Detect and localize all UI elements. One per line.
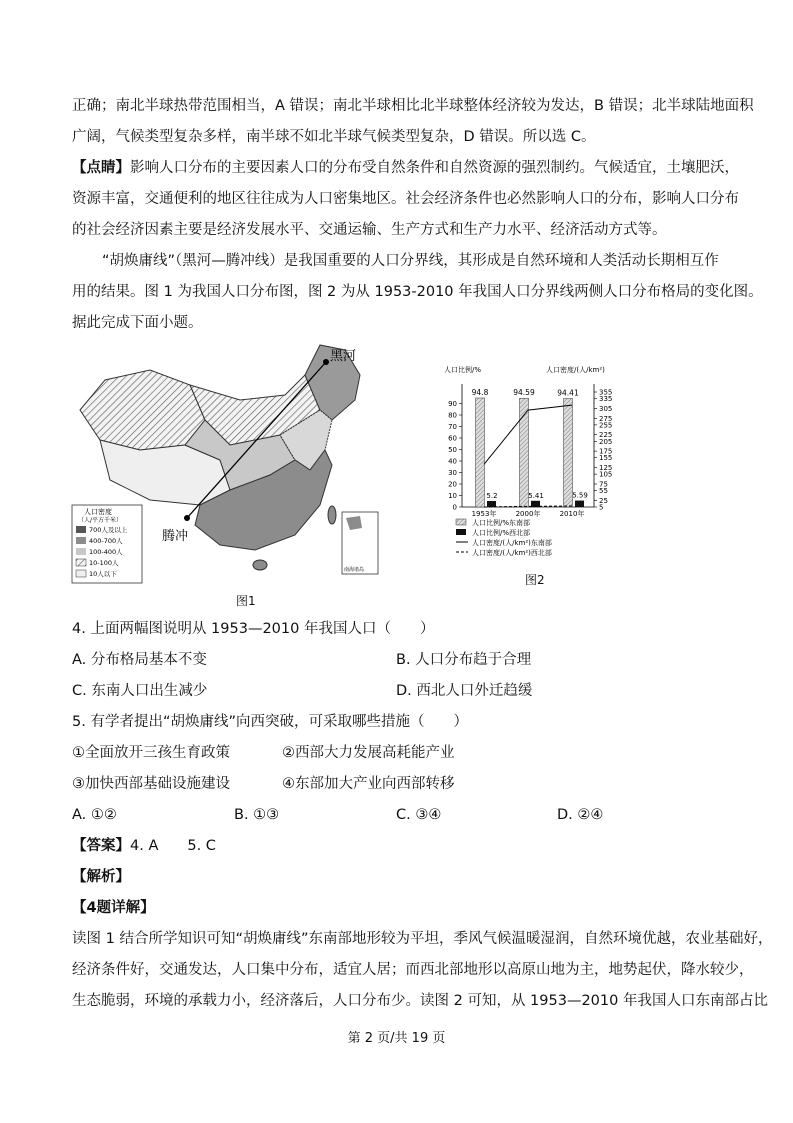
heihe-point bbox=[323, 359, 329, 365]
text-line: 读图 1 结合所学知识可知“胡焕庸线”东南部地形较为平坦，季风气候温暖湿润，自然环境优越，农业基础好， bbox=[72, 931, 773, 947]
bar-label-southeast: 94.59 bbox=[513, 388, 535, 398]
bar-label-northwest: 5.59 bbox=[572, 491, 588, 500]
text-line: 经济条件好，交通发达，人口集中分布，适宜人居；而西北部地形以高原山地为主，地势起伏，降水较少， bbox=[72, 962, 754, 978]
text-line: 用的结果。图 1 为我国人口分布图，图 2 为从 1953-2010 年我国人口分界线两侧人口分布格局的变化图。 bbox=[72, 284, 763, 300]
left-axis-title: 人口比例/% bbox=[444, 366, 482, 374]
right-tick-label: 55 bbox=[599, 487, 608, 496]
right-tick-label: 105 bbox=[599, 470, 613, 479]
dianjing-line bbox=[72, 158, 739, 178]
island-hainan bbox=[253, 560, 267, 570]
right-tick-label: 175 bbox=[599, 447, 613, 456]
q5-item-2: ②西部大力发展高耗能产业 bbox=[282, 745, 455, 761]
bar-label-southeast: 94.41 bbox=[557, 388, 579, 398]
right-tick-label: 125 bbox=[599, 464, 613, 473]
x-tick-label: 1953年 bbox=[471, 510, 497, 518]
q5-item-3: ③加快西部基础设施建设 bbox=[72, 776, 230, 792]
legend-title: 人口密度 bbox=[84, 508, 112, 516]
region-northwest bbox=[80, 370, 205, 450]
q5-option-a: A. ①② bbox=[72, 807, 117, 823]
left-tick-label: 50 bbox=[448, 446, 457, 454]
bar-southeast bbox=[476, 398, 485, 507]
island-taiwan bbox=[328, 506, 336, 524]
q4-stem: 4. 上面两幅图说明从 1953—2010 年我国人口（ ） bbox=[72, 621, 435, 637]
left-tick-label: 80 bbox=[448, 411, 457, 420]
right-tick-label: 335 bbox=[599, 395, 613, 404]
city-heihe: 黑河 bbox=[330, 349, 357, 364]
bar-label-northwest: 5.2 bbox=[486, 492, 498, 501]
q4-option-a: A. 分布格局基本不变 bbox=[72, 652, 207, 668]
answer-tag: 【答案】 bbox=[72, 838, 130, 854]
right-tick-label: 205 bbox=[599, 437, 613, 446]
right-tick-label: 305 bbox=[599, 404, 613, 413]
right-tick-label: 255 bbox=[599, 421, 613, 430]
q5-item-4: ④东部加大产业向西部转移 bbox=[282, 776, 455, 792]
left-tick-label: 70 bbox=[448, 423, 457, 431]
x-tick-label: 2000年 bbox=[515, 510, 541, 518]
q5-stem: 5. 有学者提出“胡焕庸线”向西突破，可采取哪些措施（ ） bbox=[72, 714, 468, 730]
legend-item: 700人及以上 bbox=[89, 526, 128, 534]
bar-label-northwest: 5.41 bbox=[528, 491, 544, 500]
q5-option-c: C. ③④ bbox=[396, 807, 442, 823]
text-line: 生态脆弱，环境的承载力小，经济落后，人口分布少。读图 2 可知，从 1953—2010 年我国人口东南部占比 bbox=[72, 993, 768, 1009]
q4-option-d: D. 西北人口外迁趋缓 bbox=[396, 683, 533, 699]
bar-label-southeast: 94.8 bbox=[471, 387, 489, 397]
q5-item-1: ①全面放开三孩生育政策 bbox=[72, 745, 230, 761]
right-tick-label: 355 bbox=[599, 388, 613, 397]
q4-option-b: B. 人口分布趋于合理 bbox=[396, 652, 532, 668]
x-tick-label: 2010年 bbox=[559, 510, 585, 518]
dianjing-tag: 【点睛】 bbox=[72, 160, 130, 176]
text-span: 影响人口分布的主要因素人口的分布受自然条件和自然资源的强烈制约。气候适宜，土壤肥沃， bbox=[130, 160, 739, 176]
right-tick-label: 155 bbox=[599, 454, 613, 463]
figure1-caption: 图1 bbox=[236, 594, 256, 608]
left-tick-label: 30 bbox=[448, 469, 457, 477]
legend-swatch bbox=[76, 548, 86, 555]
text-line: 据此完成下面小题。 bbox=[72, 315, 203, 331]
figure2-caption: 图2 bbox=[525, 573, 545, 587]
legend-swatch bbox=[76, 537, 86, 544]
left-tick-label: 20 bbox=[448, 480, 457, 489]
left-tick-label: 60 bbox=[448, 434, 457, 443]
bar-southeast bbox=[564, 398, 573, 507]
q5-option-b: B. ①③ bbox=[234, 807, 280, 823]
legend-swatch bbox=[76, 559, 86, 566]
legend-swatch bbox=[76, 570, 86, 577]
legend-label: 人口密度/(人/km²)东南部 bbox=[472, 539, 552, 547]
right-tick-label: 275 bbox=[599, 414, 613, 423]
right-axis-title: 人口密度/(人/km²) bbox=[546, 366, 605, 374]
page-footer: 第 2 页/共 19 页 bbox=[347, 1031, 446, 1046]
legend-label: 人口密度/(人/km²)西北部 bbox=[472, 549, 552, 557]
answer-line bbox=[72, 836, 216, 856]
legend-unit: （人/平方千米） bbox=[78, 517, 123, 524]
bar-northwest bbox=[487, 501, 496, 507]
city-tengchong: 腾冲 bbox=[162, 529, 189, 544]
left-tick-label: 40 bbox=[448, 457, 457, 466]
answer-text: 4. A 5. C bbox=[130, 838, 216, 854]
legend-item: 100-400人 bbox=[89, 548, 123, 556]
figure2-chart bbox=[438, 362, 628, 577]
inset-label: 南海诸岛 bbox=[344, 567, 365, 573]
legend-item: 10人以下 bbox=[89, 570, 117, 578]
right-tick-label: 5 bbox=[599, 503, 604, 512]
legend-swatch bbox=[76, 526, 86, 533]
detail-tag: 【4题详解】 bbox=[72, 900, 155, 916]
q4-option-c: C. 东南人口出生减少 bbox=[72, 683, 208, 699]
left-tick-label: 90 bbox=[448, 400, 457, 408]
analysis-tag: 【解析】 bbox=[72, 869, 130, 885]
tengchong-point bbox=[184, 515, 190, 521]
legend-label: 人口比例/%东南部 bbox=[472, 519, 531, 527]
legend-item: 400-700人 bbox=[89, 537, 123, 545]
left-tick-label: 10 bbox=[448, 492, 457, 500]
text-line: 的社会经济因素主要是经济发展水平、交通运输、生产方式和生产力水平、经济活动方式等。 bbox=[72, 222, 667, 238]
legend-item: 10-100人 bbox=[89, 559, 119, 567]
q5-option-d: D. ②④ bbox=[557, 807, 604, 823]
legend-swatch bbox=[456, 519, 466, 525]
legend-label: 人口比例/%西北部 bbox=[472, 529, 531, 537]
text-line: “胡焕庸线”（黑河—腾冲线）是我国重要的人口分界线，其形成是自然环境和人类活动长期相互作 bbox=[102, 253, 719, 269]
right-tick-label: 75 bbox=[599, 480, 608, 489]
right-tick-label: 225 bbox=[599, 431, 613, 440]
figure1-map bbox=[70, 340, 400, 590]
text-line: 资源丰富，交通便利的地区往往成为人口密集地区。社会经济条件也必然影响人口的分布，影响人口分布 bbox=[72, 191, 739, 207]
legend-swatch bbox=[456, 529, 466, 535]
text-line: 广阔，气候类型复杂多样，南半球不如北半球气候类型复杂，D 错误。所以选 C。 bbox=[72, 129, 596, 145]
right-tick-label: 25 bbox=[599, 496, 608, 505]
bar-northwest bbox=[575, 501, 584, 507]
text-line: 正确；南北半球热带范围相当，A 错误；南北半球相比北半球整体经济较为发达，B 错误；北半球陆地面积 bbox=[72, 98, 754, 114]
left-tick-label: 0 bbox=[452, 503, 457, 512]
